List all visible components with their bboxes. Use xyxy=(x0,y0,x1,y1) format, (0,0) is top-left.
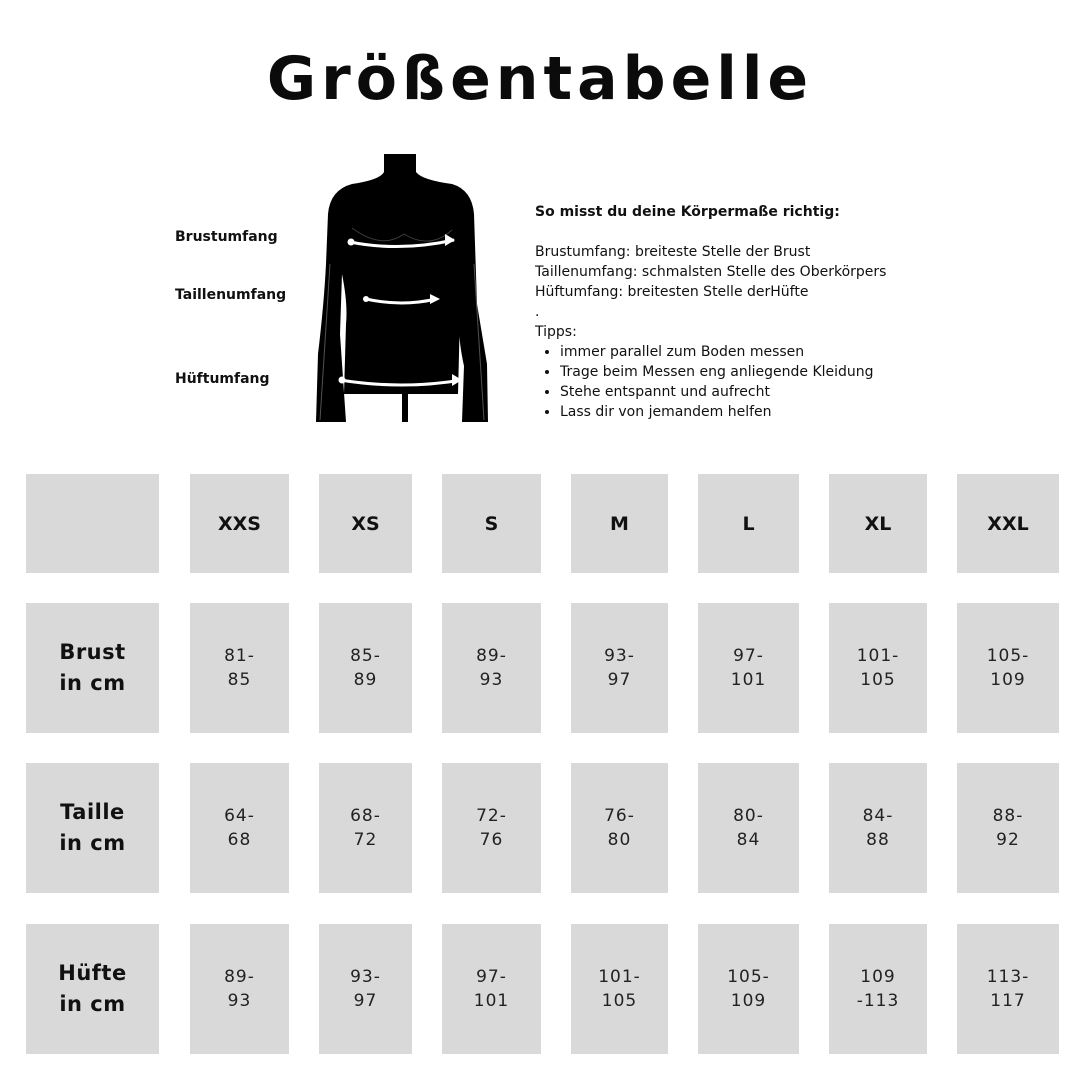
table-cell: 105- 109 xyxy=(698,924,799,1054)
table-cell: 80- 84 xyxy=(698,763,799,893)
body-silhouette-icon xyxy=(312,154,492,424)
hip-measure-label: Hüftumfang xyxy=(175,371,270,387)
table-cell: 84- 88 xyxy=(829,763,927,893)
tip-item: • Stehe entspannt und aufrecht xyxy=(560,382,955,402)
table-cell: 109 -113 xyxy=(829,924,927,1054)
page-title: Größentabelle xyxy=(266,44,814,114)
table-cell: 76- 80 xyxy=(571,763,668,893)
table-cell: 97- 101 xyxy=(698,603,799,733)
table-cell: 105- 109 xyxy=(957,603,1059,733)
table-cell: 68- 72 xyxy=(319,763,412,893)
size-header-m: M xyxy=(571,474,668,573)
row-label-hip: Hüfte in cm xyxy=(26,924,159,1054)
table-cell: 101- 105 xyxy=(571,924,668,1054)
size-header-xl: XL xyxy=(829,474,927,573)
table-corner-cell xyxy=(26,474,159,573)
table-cell: 101- 105 xyxy=(829,603,927,733)
body-silhouette-illustration xyxy=(312,154,492,424)
table-cell: 64- 68 xyxy=(190,763,289,893)
row-label-chest: Brust in cm xyxy=(26,603,159,733)
tips-label: Tipps: xyxy=(535,324,577,340)
row-label-waist: Taille in cm xyxy=(26,763,159,893)
size-header-xxs: XXS xyxy=(190,474,289,573)
chest-measure-label: Brustumfang xyxy=(175,229,278,245)
table-cell: 93- 97 xyxy=(319,924,412,1054)
instruction-line: Hüftumfang: breitesten Stelle derHüfte xyxy=(535,284,809,300)
table-cell: 89- 93 xyxy=(442,603,541,733)
instructions-heading: So misst du deine Körpermaße richtig: xyxy=(535,204,840,220)
tip-item: • Trage beim Messen eng anliegende Kleidung xyxy=(560,362,955,382)
waist-measure-label: Taillenumfang xyxy=(175,287,287,303)
table-cell: 88- 92 xyxy=(957,763,1059,893)
measuring-instructions xyxy=(535,202,955,422)
size-header-l: L xyxy=(698,474,799,573)
table-cell: 97- 101 xyxy=(442,924,541,1054)
table-cell: 85- 89 xyxy=(319,603,412,733)
size-header-xxl: XXL xyxy=(957,474,1059,573)
instruction-line: Taillenumfang: schmalsten Stelle des Oberkörpers xyxy=(535,264,887,280)
table-cell: 72- 76 xyxy=(442,763,541,893)
tip-item: • immer parallel zum Boden messen xyxy=(560,342,955,362)
instruction-line: . xyxy=(535,304,540,320)
tips-list xyxy=(535,342,955,422)
table-cell: 81- 85 xyxy=(190,603,289,733)
tip-item: • Lass dir von jemandem helfen xyxy=(560,402,955,422)
table-cell: 113- 117 xyxy=(957,924,1059,1054)
size-header-xs: XS xyxy=(319,474,412,573)
instruction-line: Brustumfang: breiteste Stelle der Brust xyxy=(535,244,811,260)
size-header-s: S xyxy=(442,474,541,573)
table-cell: 89- 93 xyxy=(190,924,289,1054)
table-cell: 93- 97 xyxy=(571,603,668,733)
